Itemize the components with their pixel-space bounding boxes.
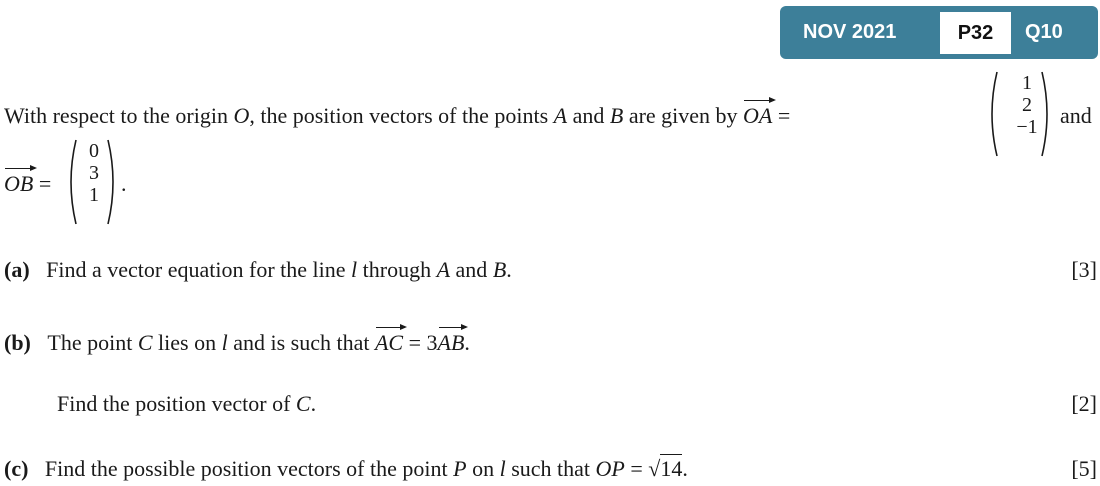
part-a: (a) Find a vector equation for the line l through A and B. (4, 257, 512, 282)
period: . (121, 171, 127, 196)
vector-ob-y: 3 (89, 162, 99, 184)
vector-ac-label: AC (374, 330, 404, 355)
right-paren (1040, 70, 1054, 158)
question-tag (780, 6, 1098, 59)
intro-text: With respect to the origin O, the position vectors of the points A and B are given by OA = (4, 103, 791, 128)
paper-number: P32 (940, 12, 1011, 54)
vector-oa-y: 2 (1022, 94, 1032, 116)
vector-ob (83, 140, 105, 206)
part-b: (b) The point C lies on l and is such that AC = 3AB. (4, 330, 470, 355)
sqrt-value: 14 (660, 456, 683, 481)
left-paren (985, 70, 999, 158)
part-a-marks: [3] (1071, 257, 1097, 282)
vector-ob-z: 1 (89, 184, 99, 206)
vector-oa-z: −1 (1016, 116, 1038, 138)
part-b-label: (b) (4, 330, 31, 355)
part-b-marks: [2] (1071, 391, 1097, 416)
left-paren (64, 138, 78, 226)
exam-session: NOV 2021 (803, 21, 897, 43)
part-b-find: Find the position vector of C. (57, 391, 317, 416)
right-paren (106, 138, 120, 226)
vector-oa-label: OA (743, 103, 773, 128)
part-c: (c) Find the possible position vectors of the point P on l such that OP = √14. (4, 456, 688, 481)
vector-ob-x: 0 (89, 140, 99, 162)
part-c-marks: [5] (1071, 456, 1097, 481)
question-number: Q10 (1025, 21, 1063, 43)
part-a-label: (a) (4, 257, 30, 282)
vector-ob-label: OB (4, 171, 34, 196)
sqrt-symbol: √ (648, 456, 661, 481)
vector-oa-x: 1 (1022, 72, 1032, 94)
vector-ab-label: AB (437, 330, 465, 355)
vector-oa (1016, 72, 1038, 138)
part-c-label: (c) (4, 456, 29, 481)
and-text: and (1060, 103, 1092, 128)
ob-text: OB = (4, 171, 52, 196)
